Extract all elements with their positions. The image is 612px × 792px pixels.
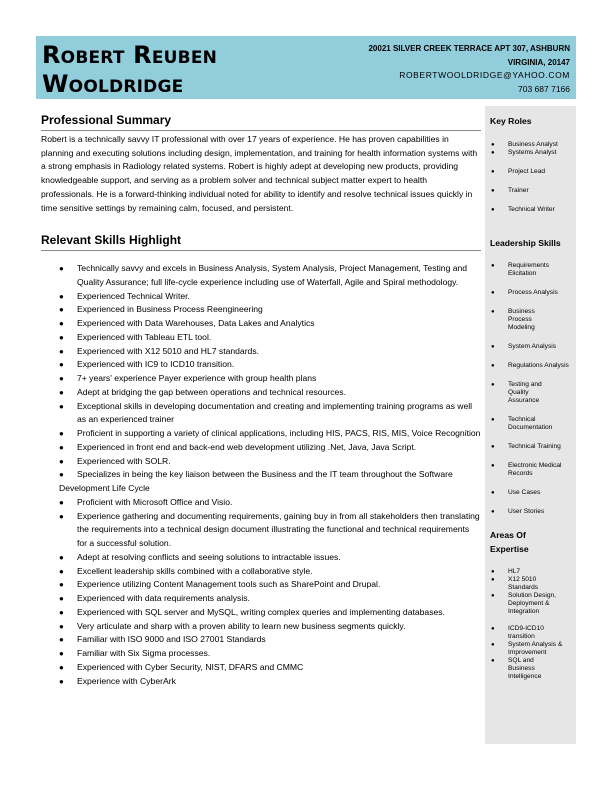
leadership-item: ● Electronic Medical Records	[491, 462, 562, 477]
bullet-icon: ●	[491, 490, 495, 496]
bullet-icon: ●	[59, 566, 64, 576]
key-role-item: ● Technical Writer	[491, 206, 555, 213]
expertise-item: ● System Analysis & Improvement	[491, 641, 563, 656]
bullet-icon: ●	[59, 552, 64, 562]
bullet-icon: ●	[491, 382, 495, 388]
summary-text: Robert is a technically savvy IT professional with over 17 years of experience. He has proven capabilities in planning and executing solutions including design, implementation, and training for health information systems with a strong emphasis in Radiology related systems. Robert is highly adept at developing new products, providing knowledgeable support, and serving as a problem solver and technical subject matter expert to health professionals. He is a forward-thinking individual noted for ability to identify and resolve technical issues quickly in time sensitive settings by remaining calm, focused, and persistent.	[41, 134, 478, 213]
sidebar	[485, 106, 576, 744]
skill-item: ● Experienced with IC9 to ICD10 transition.	[41, 358, 481, 372]
phone-number: 703 687 7166	[518, 83, 570, 94]
bullet-icon: ●	[59, 332, 64, 342]
bullet-icon: ●	[59, 607, 64, 617]
leadership-item: ● System Analysis	[491, 343, 557, 350]
bullet-icon: ●	[59, 676, 64, 686]
key-roles-title: Key Roles	[490, 116, 532, 126]
skill-item: ● Experience utilizing Content Management tools such as SharePoint and Drupal.	[41, 578, 481, 592]
leadership-item: ● Requirements Elicitation	[491, 262, 550, 277]
bullet-icon: ●	[59, 387, 64, 397]
bullet-icon: ●	[491, 577, 495, 583]
skill-item: ● Exceptional skills in developing documentation and creating and implementing training programs as well as an experienced trainer	[59, 400, 473, 425]
key-role-item: ● Business Analyst	[491, 141, 558, 148]
bullet-icon: ●	[59, 346, 64, 356]
bullet-icon: ●	[491, 263, 495, 269]
skill-item: ● Experienced with Cyber Security, NIST, DFARS and CMMC	[41, 661, 481, 675]
bullet-icon: ●	[59, 360, 64, 370]
key-role-item: ● Systems Analyst	[491, 149, 557, 156]
bullet-icon: ●	[59, 621, 64, 631]
name-line-2: Wooldridge	[42, 70, 184, 98]
candidate-name	[42, 41, 217, 99]
skill-item: ● Experienced with Tableau ETL tool.	[41, 331, 481, 345]
expertise-item: ● X12 5010 Standards	[491, 576, 539, 591]
main-column	[41, 112, 481, 688]
leadership-title: Leadership Skills	[490, 238, 561, 248]
email-link[interactable]: ROBERTWOOLDRIDGE@YAHOO.COM	[399, 70, 570, 80]
bullet-icon: ●	[491, 309, 495, 315]
bullet-icon: ●	[491, 642, 495, 648]
bullet-icon: ●	[491, 444, 495, 450]
bullet-icon: ●	[491, 207, 495, 213]
bullet-icon: ●	[491, 593, 495, 599]
leadership-item: ● Process Analysis	[491, 289, 558, 296]
skill-item: ● Adept at resolving conflicts and seeing solutions to intractable issues.	[41, 551, 481, 565]
bullet-icon: ●	[59, 264, 64, 274]
skills-title: Relevant Skills Highlight	[41, 232, 481, 251]
skill-item: ● Experienced with X12 5010 and HL7 standards.	[41, 345, 481, 359]
address-line-1: 20021 SILVER CREEK TERRACE APT 307, ASHBURN	[368, 44, 570, 53]
bullet-icon: ●	[491, 150, 495, 156]
skill-item: ● Familiar with Six Sigma processes.	[41, 647, 481, 661]
bullet-icon: ●	[59, 635, 64, 645]
bullet-icon: ●	[59, 649, 64, 659]
bullet-icon: ●	[59, 580, 64, 590]
bullet-icon: ●	[59, 401, 64, 411]
expertise-item: ● Solution Design, Deployment & Integration	[491, 592, 557, 615]
contact-info	[368, 42, 570, 96]
leadership-item: ● Use Cases	[491, 489, 541, 496]
expertise-title: Areas Of Expertise	[490, 530, 529, 554]
skill-item: ● Excellent leadership skills combined with a collaborative style.	[41, 565, 481, 579]
key-role-item: ● Project Lead	[491, 168, 546, 175]
skill-item: ● Proficient with Microsoft Office and Visio.	[41, 496, 481, 510]
key-role-item: ● Trainer	[491, 187, 529, 194]
bullet-icon: ●	[59, 319, 64, 329]
bullet-icon: ●	[491, 417, 495, 423]
bullet-icon: ●	[59, 511, 64, 521]
bullet-icon: ●	[491, 188, 495, 194]
bullet-icon: ●	[59, 594, 64, 604]
leadership-item: ● Business Process Modeling	[491, 308, 535, 331]
bullet-icon: ●	[491, 169, 495, 175]
leadership-item: ● Testing and Quality Assurance	[491, 381, 542, 404]
bullet-icon: ●	[59, 497, 64, 507]
skill-item: ● Experience gathering and documenting requirements, gaining buy in from all stakeholders then translating the requirements into a technical design document illustrating the functional and technical requirements for a successful solution.	[59, 510, 480, 549]
bullet-icon: ●	[59, 470, 64, 480]
skill-item: ● Experienced in front end and back-end web development utilizing .Net, Java, Java Script.	[41, 441, 481, 455]
leadership-item: ● Technical Documentation	[491, 416, 553, 431]
bullet-icon: ●	[59, 291, 64, 301]
bullet-icon: ●	[59, 305, 64, 315]
leadership-item: ● Technical Training	[491, 443, 561, 450]
skill-item: ● Technically savvy and excels in Business Analysis, System Analysis, Project Management, Testing and Quality Assurance; full life-cycle experience including use of Waterfall, Agile and Spiral methodology.	[59, 263, 468, 287]
bullet-icon: ●	[491, 290, 495, 296]
expertise-list	[485, 568, 576, 681]
bullet-icon: ●	[491, 569, 495, 575]
key-roles-list	[485, 141, 576, 214]
bullet-icon: ●	[491, 463, 495, 469]
leadership-item: ● Regulations Analysis	[491, 362, 569, 369]
skill-item: ● Experienced in Business Process Reengineering	[41, 303, 481, 317]
skill-item: ● 7+ years' experience Payer experience with group health plans	[41, 372, 481, 386]
name-line-1: Robert Reuben	[42, 41, 218, 69]
leadership-list	[485, 262, 576, 516]
bullet-icon: ●	[59, 456, 64, 466]
bullet-icon: ●	[59, 662, 64, 672]
expertise-item: ● ICD9-ICD10 transition	[491, 625, 544, 640]
summary-title: Professional Summary	[41, 112, 481, 131]
skill-item: ● Experienced Technical Writer.	[41, 290, 481, 304]
skill-item: ● Proficient in supporting a variety of clinical applications, including HIS, PACS, RIS, MIS, Voice Recognition	[41, 427, 481, 441]
skills-list	[41, 262, 481, 688]
skill-item: ● Familiar with ISO 9000 and ISO 27001 Standards	[41, 633, 481, 647]
bullet-icon: ●	[491, 344, 495, 350]
expertise-item: ● HL7	[491, 568, 521, 575]
address-line-2: VIRGINIA, 20147	[507, 57, 570, 67]
bullet-icon: ●	[59, 442, 64, 452]
skill-item: ● Experienced with SOLR.	[41, 455, 481, 469]
skill-item: ● Very articulate and sharp with a proven ability to learn new business segments quickly.	[41, 620, 481, 634]
bullet-icon: ●	[491, 363, 495, 369]
skill-item: ● Adept at bridging the gap between operations and technical resources.	[41, 386, 481, 400]
bullet-icon: ●	[491, 509, 495, 515]
bullet-icon: ●	[491, 142, 495, 148]
bullet-icon: ●	[59, 429, 64, 439]
skill-item: ● Specializes in being the key liaison between the Business and the IT team throughout the Software Development Life Cycle	[59, 469, 453, 494]
leadership-item: ● User Stories	[491, 508, 545, 515]
expertise-item: ● SQL and Business Intelligence	[491, 657, 542, 680]
header-banner	[36, 36, 576, 99]
skill-item: ● Experience with CyberArk	[41, 675, 481, 689]
skill-item: ● Experienced with data requirements analysis.	[41, 592, 481, 606]
bullet-icon: ●	[491, 658, 495, 664]
bullet-icon: ●	[59, 374, 64, 384]
skill-item: ● Experienced with SQL server and MySQL, writing complex queries and implementing databases.	[41, 606, 481, 620]
skill-item: ● Experienced with Data Warehouses, Data Lakes and Analytics	[41, 317, 481, 331]
bullet-icon: ●	[491, 626, 495, 632]
